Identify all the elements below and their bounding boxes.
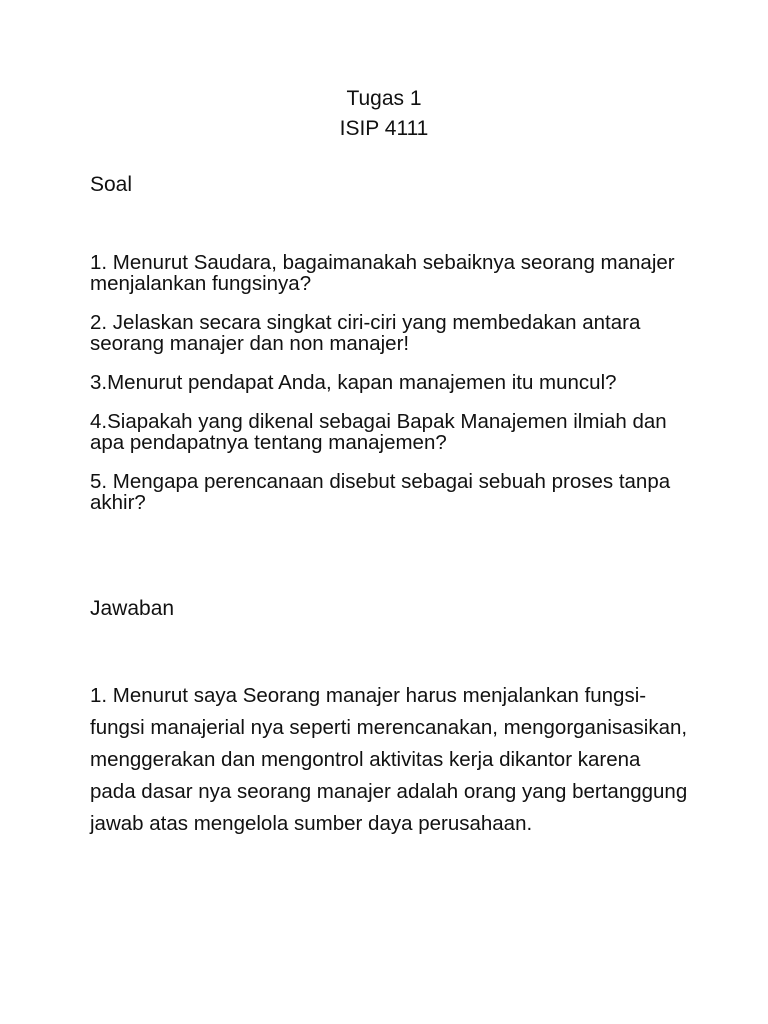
course-code: ISIP 4111 <box>339 117 429 140</box>
document-title: Tugas 1 <box>346 87 422 110</box>
question-item: 3.Menurut pendapat Anda, kapan manajemen itu muncul? <box>90 371 617 394</box>
question-item: 5. Mengapa perencanaan disebut sebagai sebuah proses tanpa akhir? <box>90 470 671 514</box>
question-item: 1. Menurut Saudara, bagaimanakah sebaiknya seorang manajer menjalankan fungsinya? <box>90 251 675 295</box>
question-item: 4.Siapakah yang dikenal sebagai Bapak Manajemen ilmiah dan apa pendapatnya tentang manajemen? <box>90 410 667 454</box>
questions-list <box>90 252 690 531</box>
document-title-block <box>0 84 768 144</box>
answers-list <box>90 680 690 840</box>
answers-heading: Jawaban <box>90 597 175 620</box>
questions-heading: Soal <box>90 173 133 196</box>
question-item: 2. Jelaskan secara singkat ciri-ciri yang membedakan antara seorang manajer dan non manajer! <box>90 311 641 355</box>
answer-item: 1. Menurut saya Seorang manajer harus menjalankan fungsi-fungsi manajerial nya seperti merencanakan, mengorganisasikan, menggerakan dan mengontrol aktivitas kerja dikantor karena pada dasar nya seorang manajer adalah orang yang bertanggung jawab atas mengelola sumber daya perusahaan. <box>90 684 688 835</box>
